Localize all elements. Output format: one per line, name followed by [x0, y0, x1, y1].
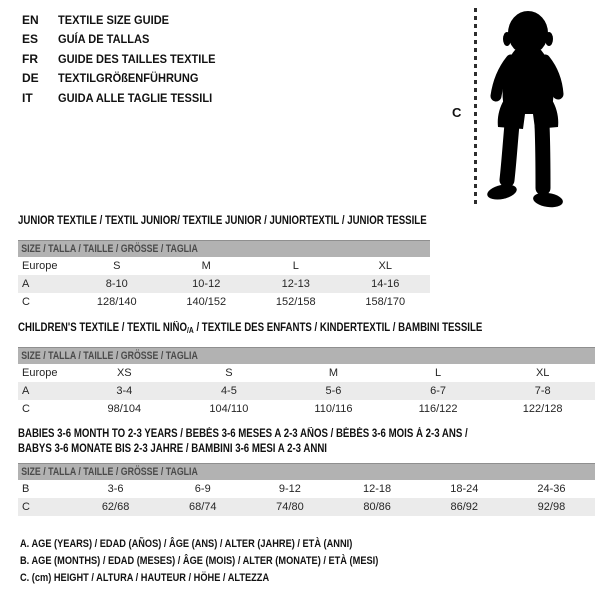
table-row	[18, 257, 430, 275]
table-cell: 4-5	[220, 385, 237, 397]
children-size-table	[18, 347, 595, 418]
table-cell: 140/152	[186, 296, 227, 308]
babies-table-title-line1: BABIES 3-6 MONTH TO 2-3 YEARS / BEBÉS 3-6 MESES A 2-3 AÑOS / BÉBÉS 3-6 MOIS À 2-3 ANS /	[18, 428, 468, 440]
size-header-label: SIZE / TALLA / TAILLE / GRÖSSE / TAGLIA	[21, 466, 198, 478]
table-cell: 3-6	[107, 483, 124, 495]
language-title: GUIDA ALLE TAGLIE TESSILI	[58, 90, 213, 105]
junior-table-title: JUNIOR TEXTILE / TEXTIL JUNIOR/ TEXTILE JUNIOR / JUNIORTEXTIL / JUNIOR TESSILE	[18, 215, 427, 227]
table-cell: 24-36	[537, 483, 566, 495]
table-cell: 122/128	[522, 403, 563, 415]
language-title: GUIDE DES TAILLES TEXTILE	[58, 51, 216, 66]
table-cell: 104/110	[209, 403, 249, 415]
babies-table-title-line2: BABYS 3-6 MONATE BIS 2-3 JAHRE / BAMBINI 3-6 MESI A 2-3 ANNI	[18, 443, 327, 455]
babies-size-table	[18, 463, 595, 516]
children-title-subscript: /A	[187, 326, 194, 335]
language-code: EN	[22, 12, 39, 27]
row-label: Europe	[22, 367, 58, 379]
language-guide	[22, 10, 229, 108]
row-label: B	[22, 483, 30, 495]
table-cell: 6-9	[194, 483, 211, 495]
table-row	[18, 275, 430, 293]
table-cell: 3-4	[116, 385, 133, 397]
table-cell: M	[328, 367, 339, 379]
table-cell: 62/68	[101, 501, 130, 513]
table-row	[18, 293, 430, 311]
table-cell: XL	[535, 367, 550, 379]
table-row	[18, 480, 595, 498]
table-cell: 98/104	[107, 403, 142, 415]
table-row	[18, 498, 595, 516]
row-label: A	[22, 278, 30, 290]
table-cell: S	[113, 260, 121, 272]
baby-silhouette	[482, 8, 574, 208]
size-header-bar	[18, 347, 595, 364]
table-cell: M	[201, 260, 211, 272]
table-cell: 18-24	[450, 483, 479, 495]
language-code: IT	[22, 90, 33, 105]
table-cell: 12-18	[363, 483, 392, 495]
table-cell: 158/170	[365, 296, 406, 308]
height-dashed-line	[474, 8, 477, 206]
table-cell: 110/116	[314, 403, 353, 415]
junior-size-table	[18, 240, 430, 311]
size-header-label: SIZE / TALLA / TAILLE / GRÖSSE / TAGLIA	[21, 243, 198, 255]
children-title-prefix: CHILDREN'S TEXTILE / TEXTIL NIÑO	[18, 322, 188, 334]
language-title: TEXTILGRÖßENFÜHRUNG	[58, 71, 199, 86]
language-row	[22, 30, 229, 50]
table-row	[18, 400, 595, 418]
table-cell: 80/86	[363, 501, 391, 513]
table-cell: 9-12	[278, 483, 301, 495]
table-cell: 8-10	[105, 278, 128, 290]
language-row	[22, 10, 229, 30]
table-cell: XS	[116, 367, 132, 379]
footnote-age-months: B. AGE (MONTHS) / EDAD (MESES) / ÂGE (MOIS) / ALTER (MONATE) / ETÀ (MESI)	[20, 555, 379, 567]
row-label: Europe	[22, 260, 58, 272]
table-cell: 7-8	[534, 385, 551, 397]
table-cell: XL	[378, 260, 392, 272]
table-row	[18, 364, 595, 382]
row-label: A	[22, 385, 30, 397]
table-cell: 116/122	[418, 403, 458, 415]
table-cell: 12-13	[281, 278, 310, 290]
language-row	[22, 88, 229, 108]
children-table-title	[18, 322, 482, 337]
children-title-suffix: / TEXTILE DES ENFANTS / KINDERTEXTIL / BAMBINI TESSILE	[193, 322, 483, 334]
footnote-height-cm: C. (cm) HEIGHT / ALTURA / HAUTEUR / HÖHE / ALTEZZA	[20, 572, 270, 584]
table-cell: 92/98	[537, 501, 566, 513]
table-cell: 14-16	[371, 278, 400, 290]
table-cell: 10-12	[192, 278, 221, 290]
size-header-bar	[18, 240, 430, 257]
language-code: DE	[22, 71, 39, 86]
language-code: ES	[22, 32, 39, 47]
table-cell: 5-6	[325, 385, 342, 397]
height-measure-label: C	[452, 105, 462, 120]
language-row	[22, 69, 229, 89]
row-label: C	[22, 403, 30, 415]
size-header-bar	[18, 463, 595, 480]
language-title: TEXTILE SIZE GUIDE	[58, 12, 170, 27]
footnotes	[20, 538, 447, 589]
table-cell: 128/140	[96, 296, 137, 308]
table-row	[18, 382, 595, 400]
baby-silhouette-icon	[482, 8, 574, 208]
footnote-age-years: A. AGE (YEARS) / EDAD (AÑOS) / ÂGE (ANS) / ALTER (JAHRE) / ETÀ (ANNI)	[20, 538, 353, 550]
table-cell: L	[435, 367, 442, 379]
table-cell: S	[225, 367, 233, 379]
row-label: C	[22, 296, 30, 308]
table-cell: 74/80	[276, 501, 304, 513]
language-title: GUÍA DE TALLAS	[58, 32, 150, 47]
language-row	[22, 49, 229, 69]
table-cell: 68/74	[188, 501, 217, 513]
table-cell: 6-7	[430, 385, 447, 397]
language-code: FR	[22, 51, 38, 66]
row-label: C	[22, 501, 30, 513]
table-cell: 152/158	[275, 296, 316, 308]
table-cell: 86/92	[450, 501, 479, 513]
size-header-label: SIZE / TALLA / TAILLE / GRÖSSE / TAGLIA	[21, 350, 198, 362]
table-cell: L	[292, 260, 299, 272]
